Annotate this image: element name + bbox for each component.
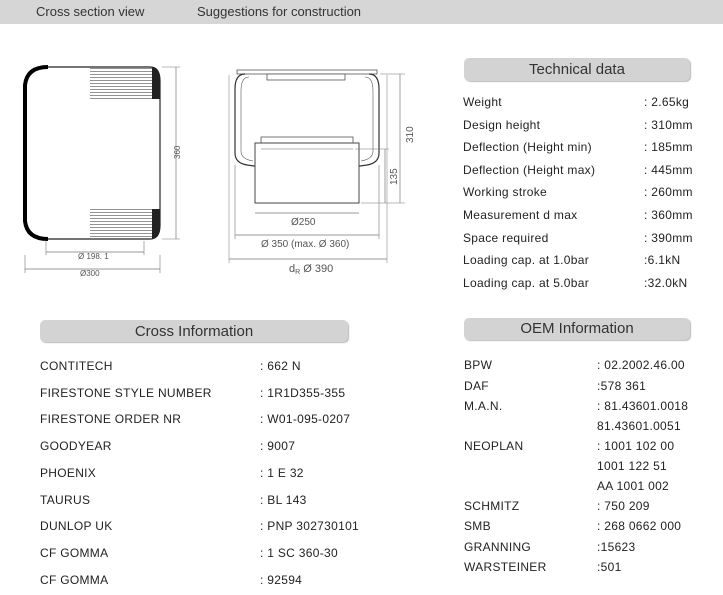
cross-row-label: GOODYEAR (40, 439, 112, 454)
oem-row-label: GRANNING (464, 540, 532, 554)
dim-350-label: Ø 350 (max. Ø 360) (261, 239, 350, 250)
technical-row-value: : 185mm (644, 140, 693, 155)
technical-row-label: Design height (463, 117, 541, 132)
dim-outer-diameter-label: Ø300 (80, 269, 100, 278)
cross-row-label: FIRESTONE STYLE NUMBER (40, 385, 212, 400)
cross-row-label: DUNLOP UK (40, 519, 113, 534)
dim-135-label: 135 (389, 168, 400, 185)
oem-row-label: DAF (464, 379, 489, 393)
cross-information-header: Cross Information (40, 320, 348, 342)
technical-row-value: : 310mm (644, 117, 693, 132)
dim-250-label: Ø250 (291, 217, 316, 228)
dim-height-label: 360 (173, 145, 182, 159)
cross-section-diagram (10, 55, 210, 285)
cross-row-label: CF GOMMA (40, 572, 109, 587)
cross-row-value: : W01-095-0207 (260, 412, 351, 427)
technical-row-label: Measurement d max (463, 208, 578, 222)
technical-row-label: Space required (463, 230, 549, 245)
technical-row-value: :32.0kN (644, 275, 688, 290)
cross-row-label: CF GOMMA (40, 545, 109, 560)
oem-row-value: 1001 122 51 (597, 459, 668, 473)
oem-row-value: : 750 209 (597, 499, 650, 513)
oem-row-value: 81.43601.0051 (597, 419, 681, 433)
oem-row-value: :501 (597, 560, 622, 574)
technical-row-label: Loading cap. at 5.0bar (463, 275, 590, 290)
oem-row-label: M.A.N. (464, 399, 503, 413)
technical-row-value: : 2.65kg (644, 95, 690, 109)
dim-dr-390-label: dR Ø 390 (289, 263, 334, 276)
oem-row-value: : 1001 102 00 (597, 439, 675, 453)
top-tab-bar (0, 0, 723, 24)
oem-row-label: SCHMITZ (464, 499, 520, 513)
oem-row-value: : 268 0662 000 (597, 519, 682, 533)
cross-row-value: : 9007 (260, 439, 296, 454)
oem-row-label: WARSTEINER (464, 560, 547, 574)
technical-data-header: Technical data (464, 58, 690, 81)
cross-row-value: : 1R1D355-355 (260, 385, 346, 400)
cross-row-value: : 1 E 32 (260, 465, 304, 480)
technical-row-label: Deflection (Height min) (463, 140, 592, 155)
technical-row-value: : 360mm (644, 208, 693, 222)
technical-row-label: Weight (463, 95, 502, 109)
technical-row-value: :6.1kN (644, 253, 681, 268)
cross-row-value: : PNP 302730101 (260, 519, 360, 534)
technical-row-value: : 390mm (644, 230, 693, 245)
cross-row-value: : 662 N (260, 359, 301, 373)
technical-row-value: : 445mm (644, 162, 693, 177)
oem-row-value: : 81.43601.0018 (597, 399, 689, 413)
oem-row-value: :578 361 (597, 379, 647, 393)
cross-row-value: : BL 143 (260, 492, 307, 507)
dim-310-label: 310 (405, 126, 416, 143)
oem-row-label: BPW (464, 358, 493, 372)
cross-row-value: : 92594 (260, 572, 303, 587)
technical-row-label: Loading cap. at 1.0bar (463, 253, 590, 268)
cross-row-label: TAURUS (40, 492, 91, 507)
oem-row-label: NEOPLAN (464, 439, 524, 453)
technical-row-label: Deflection (Height max) (463, 162, 596, 177)
oem-information-header: OEM Information (464, 318, 690, 340)
oem-row-label: SMB (464, 519, 491, 533)
cross-row-label: PHOENIX (40, 465, 97, 480)
cross-row-label: CONTITECH (40, 359, 113, 373)
oem-row-value: : 02.2002.46.00 (597, 358, 685, 372)
tab-suggestions-for-construction[interactable]: Suggestions for construction (197, 4, 362, 19)
technical-row-label: Working stroke (463, 185, 548, 200)
oem-row-value: :15623 (597, 540, 636, 554)
construction-diagram (225, 55, 435, 285)
tab-cross-section-view[interactable]: Cross section view (36, 4, 145, 19)
oem-row-value: AA 1001 002 (597, 479, 670, 493)
technical-row-value: : 260mm (644, 185, 693, 200)
dim-inner-diameter-label: Ø 198. 1 (78, 252, 109, 261)
cross-row-label: FIRESTONE ORDER NR (40, 412, 182, 427)
cross-row-value: : 1 SC 360-30 (260, 545, 338, 560)
